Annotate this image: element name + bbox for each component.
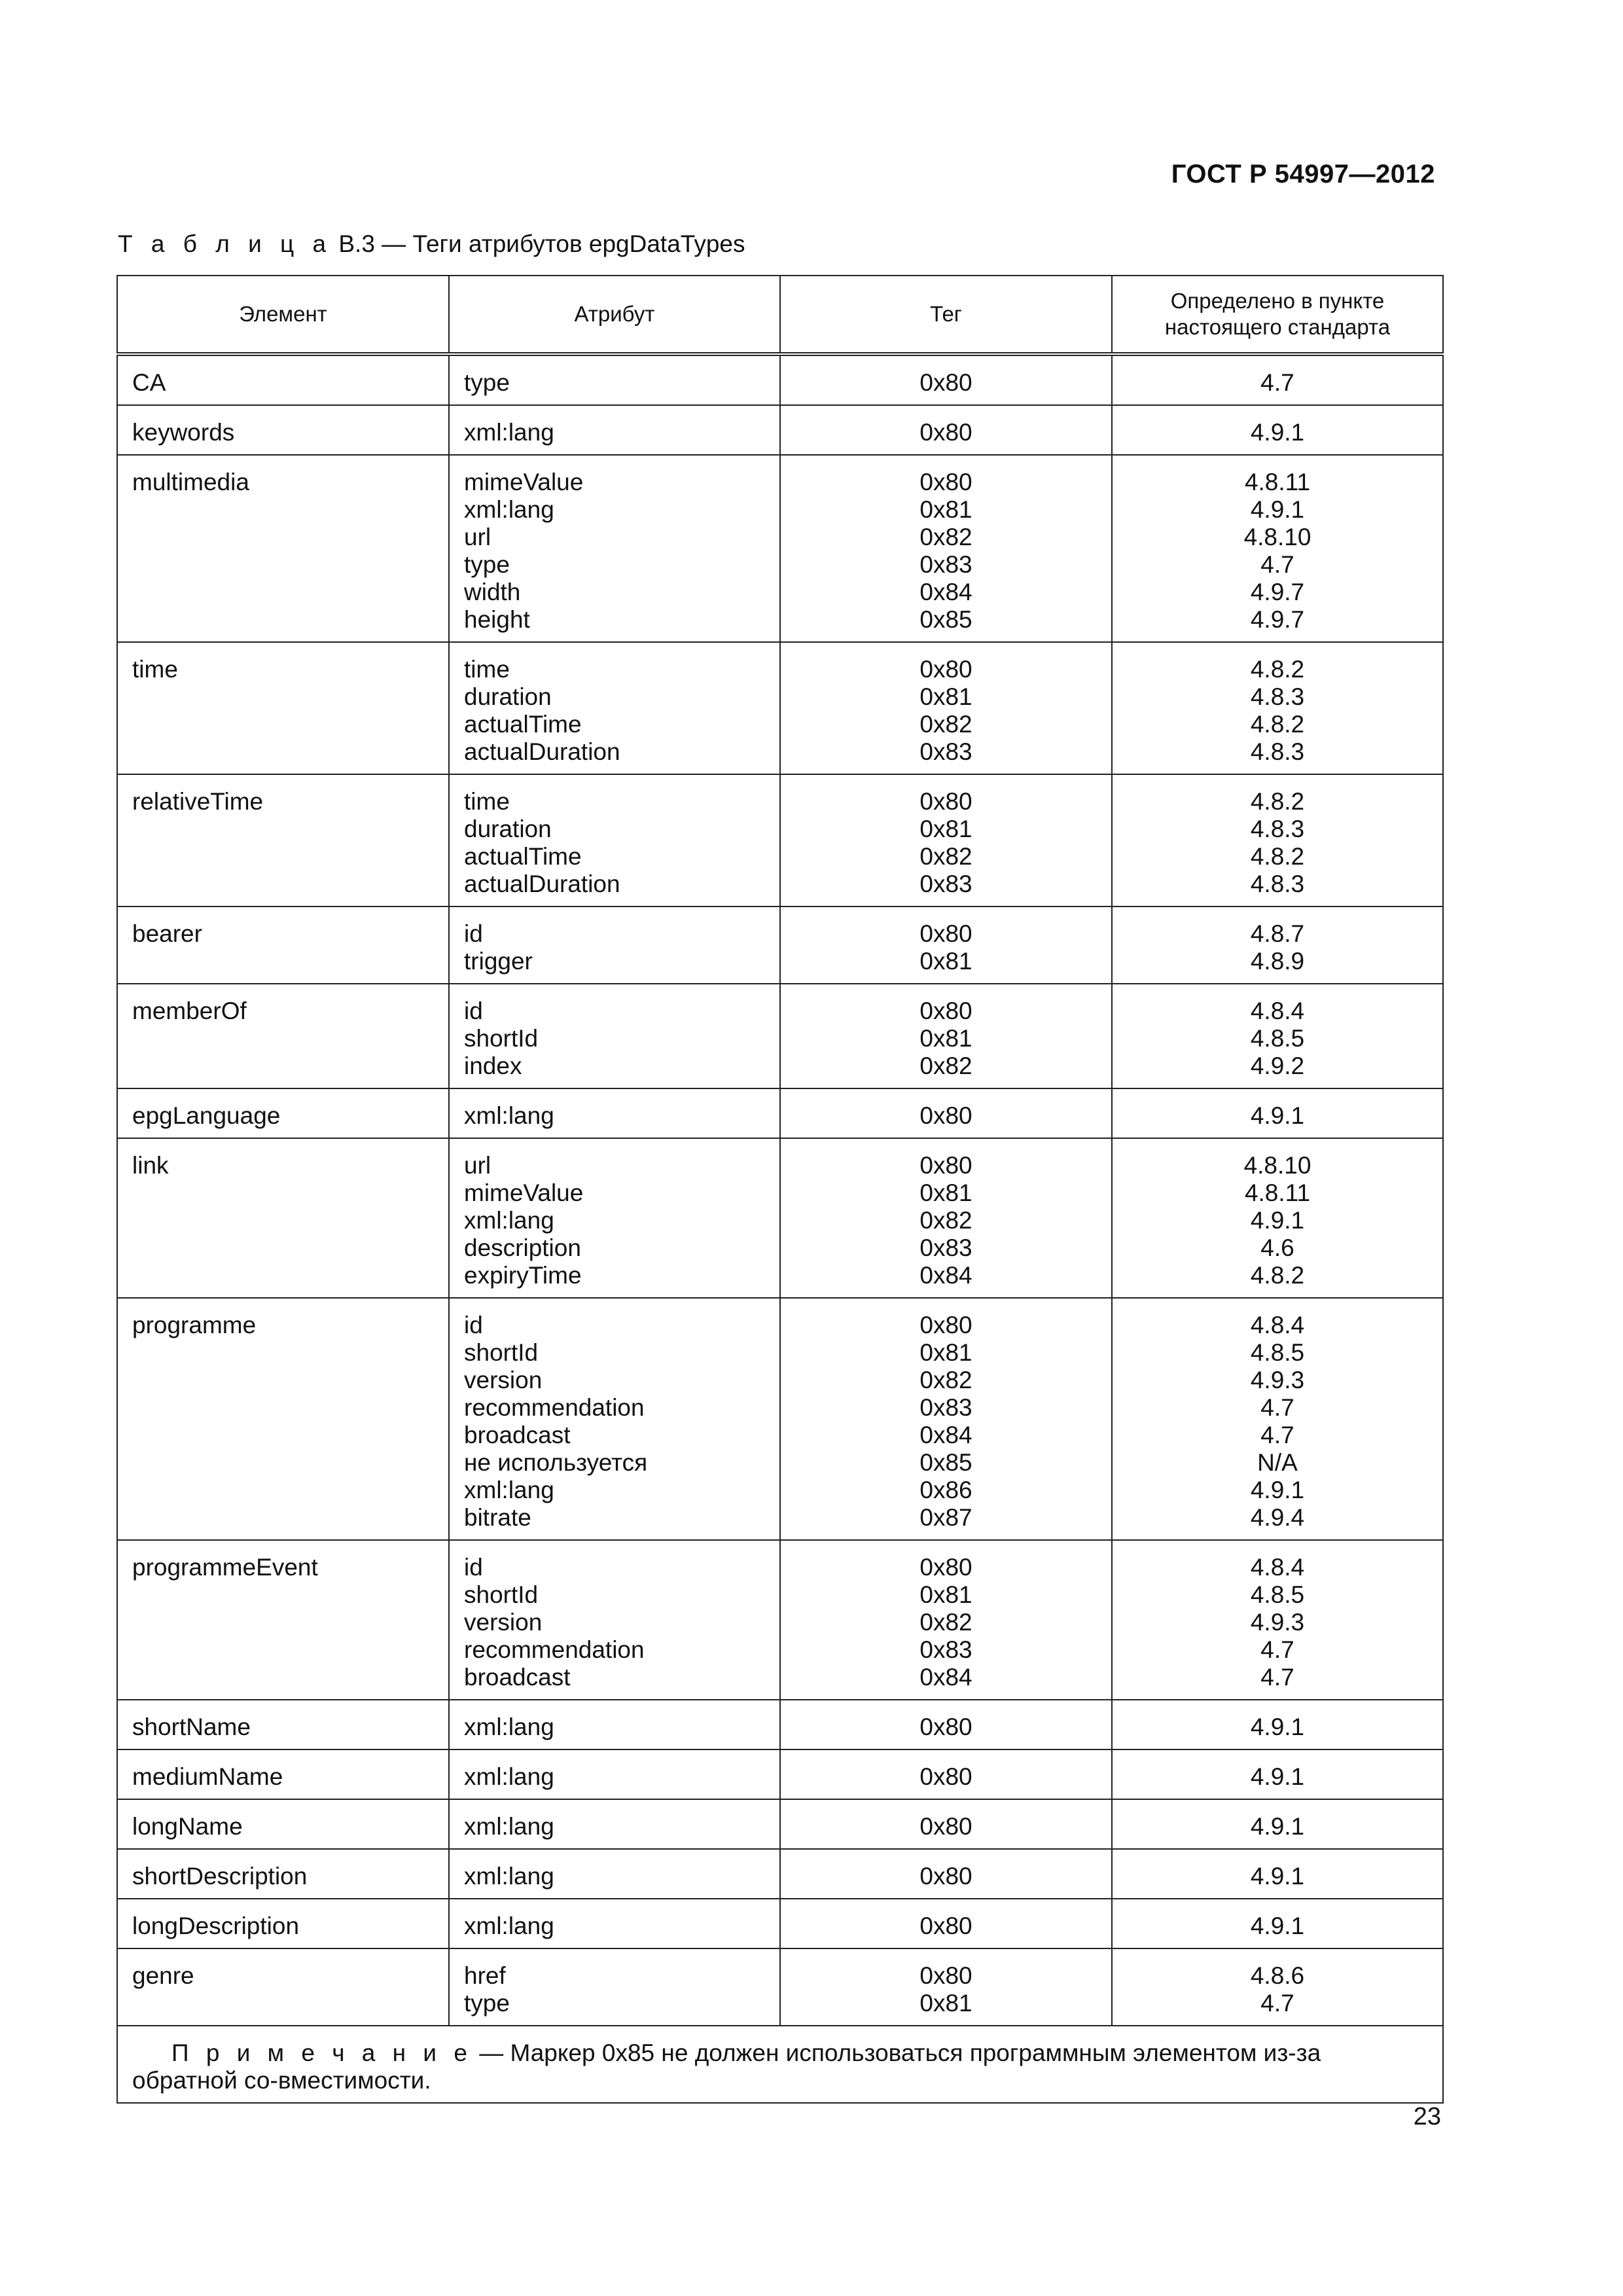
element-cell <box>117 774 449 906</box>
clause-cell <box>1112 906 1443 984</box>
table-row <box>117 1849 1443 1899</box>
clause-cell <box>1112 642 1443 774</box>
tag-cell <box>780 984 1112 1088</box>
clause-reference: 4.9.1 <box>1250 1912 1305 1939</box>
clause-cell <box>1112 774 1443 906</box>
clause-cell <box>1112 455 1443 642</box>
attribute-name: xml:lang <box>464 1102 554 1129</box>
attribute-cell <box>449 1540 780 1700</box>
attribute-cell <box>449 1138 780 1298</box>
element-name: programmeEvent <box>132 1554 318 1581</box>
table-row <box>117 642 1443 774</box>
clause-cell <box>1112 1749 1443 1799</box>
tag-value: 0x82 <box>919 1207 972 1234</box>
element-cell <box>117 1088 449 1138</box>
tag-value: 0x83 <box>919 870 972 897</box>
element-name: genre <box>132 1962 194 1989</box>
attribute-name: actualTime <box>464 843 582 870</box>
attribute-cell <box>449 1749 780 1799</box>
tag-cell <box>780 1138 1112 1298</box>
element-cell <box>117 1138 449 1298</box>
element-name: CA <box>132 369 166 396</box>
note-text: — Маркер 0x85 не должен использоваться программным элементом из-за обратной со-вместимости. <box>132 2039 1321 2094</box>
table-row <box>117 1799 1443 1849</box>
tag-value: 0x85 <box>919 1449 972 1476</box>
clause-reference: 4.9.7 <box>1250 579 1305 605</box>
element-name: epgLanguage <box>132 1102 281 1129</box>
attribute-name: recommendation <box>464 1394 645 1421</box>
attribute-name: time <box>464 788 510 815</box>
attribute-name: actualDuration <box>464 738 620 765</box>
attribute-name: height <box>464 606 530 633</box>
element-name: longDescription <box>132 1912 300 1939</box>
element-cell <box>117 1540 449 1700</box>
tag-value: 0x80 <box>919 1312 972 1338</box>
clause-cell <box>1112 405 1443 455</box>
clause-reference: 4.9.7 <box>1250 606 1305 633</box>
tag-value: 0x82 <box>919 1609 972 1636</box>
attribute-name: width <box>464 579 521 605</box>
tag-cell <box>780 405 1112 455</box>
attribute-name: id <box>464 1312 483 1338</box>
table-note <box>117 2026 1443 2103</box>
clause-reference: 4.8.3 <box>1250 738 1305 765</box>
element-cell <box>117 405 449 455</box>
attribute-name: broadcast <box>464 1664 571 1691</box>
note-label: П р и м е ч а н и е <box>171 2039 473 2066</box>
clause-reference: 4.9.2 <box>1250 1052 1305 1079</box>
clause-reference: 4.9.1 <box>1250 496 1305 523</box>
tag-value: 0x84 <box>919 1664 972 1691</box>
attribute-name: не используется <box>464 1449 648 1476</box>
attribute-cell <box>449 984 780 1088</box>
tag-cell <box>780 774 1112 906</box>
tag-value: 0x84 <box>919 579 972 605</box>
clause-reference: 4.9.1 <box>1250 1102 1305 1129</box>
tag-value: 0x81 <box>919 1339 972 1366</box>
clause-reference: 4.8.5 <box>1250 1581 1305 1608</box>
document-code: ГОСТ Р 54997—2012 <box>1171 160 1435 188</box>
element-cell <box>117 1849 449 1899</box>
clause-reference: 4.7 <box>1260 1636 1294 1663</box>
attribute-cell <box>449 354 780 405</box>
tag-cell <box>780 906 1112 984</box>
attribute-name: xml:lang <box>464 496 554 523</box>
clause-cell <box>1112 1799 1443 1849</box>
attribute-name: xml:lang <box>464 1813 554 1840</box>
clause-reference: 4.8.2 <box>1250 788 1305 815</box>
attribute-name: version <box>464 1609 543 1636</box>
tag-value: 0x82 <box>919 843 972 870</box>
element-name: link <box>132 1152 169 1179</box>
attribute-cell <box>449 774 780 906</box>
clause-reference: 4.7 <box>1260 1990 1294 2017</box>
attribute-name: xml:lang <box>464 1912 554 1939</box>
clause-reference: 4.7 <box>1260 1422 1294 1448</box>
tag-value: 0x83 <box>919 738 972 765</box>
element-cell <box>117 1799 449 1849</box>
tag-value: 0x82 <box>919 711 972 738</box>
tag-value: 0x80 <box>919 997 972 1024</box>
clause-reference: 4.8.7 <box>1250 920 1305 947</box>
table-note-row <box>117 2026 1443 2103</box>
table-row <box>117 1948 1443 2026</box>
tag-value: 0x80 <box>919 1863 972 1890</box>
attribute-cell <box>449 1088 780 1138</box>
tag-value: 0x81 <box>919 496 972 523</box>
clause-reference: 4.8.3 <box>1250 683 1305 710</box>
tag-value: 0x81 <box>919 683 972 710</box>
clause-reference: 4.8.9 <box>1250 948 1305 975</box>
tag-cell <box>780 1700 1112 1749</box>
element-cell <box>117 1899 449 1948</box>
page-number: 23 <box>1413 2103 1441 2130</box>
attribute-name: url <box>464 524 491 550</box>
clause-reference: 4.9.1 <box>1250 419 1305 446</box>
clause-cell <box>1112 984 1443 1088</box>
table-row <box>117 354 1443 405</box>
clause-cell <box>1112 1849 1443 1899</box>
tag-cell <box>780 455 1112 642</box>
clause-reference: 4.8.10 <box>1243 524 1311 550</box>
attribute-name: xml:lang <box>464 1763 554 1790</box>
element-name: multimedia <box>132 469 249 495</box>
attribute-name: shortId <box>464 1581 539 1608</box>
table-row <box>117 1749 1443 1799</box>
attribute-cell <box>449 906 780 984</box>
tag-value: 0x80 <box>919 1912 972 1939</box>
column-header-clause: Определено в пункте настоящего стандарта <box>1112 276 1443 354</box>
clause-reference: 4.8.2 <box>1250 711 1305 738</box>
column-header-attribute: Атрибут <box>449 276 780 354</box>
attribute-name: expiryTime <box>464 1262 582 1289</box>
attribute-cell <box>449 1700 780 1749</box>
clause-reference: 4.8.5 <box>1250 1025 1305 1052</box>
clause-reference: 4.7 <box>1260 369 1294 396</box>
table-row <box>117 1088 1443 1138</box>
tag-cell <box>780 1849 1112 1899</box>
tag-cell <box>780 354 1112 405</box>
table-caption-label: Т а б л и ц а <box>118 230 332 257</box>
tag-value: 0x80 <box>919 1554 972 1581</box>
element-name: keywords <box>132 419 235 446</box>
element-cell <box>117 1948 449 2026</box>
clause-cell <box>1112 1088 1443 1138</box>
tag-value: 0x80 <box>919 1962 972 1989</box>
attribute-name: id <box>464 1554 483 1581</box>
tag-value: 0x81 <box>919 816 972 842</box>
table-row <box>117 1540 1443 1700</box>
element-name: relativeTime <box>132 788 264 815</box>
tag-value: 0x84 <box>919 1262 972 1289</box>
tag-cell <box>780 642 1112 774</box>
attribute-name: time <box>464 656 510 683</box>
clause-reference: 4.7 <box>1260 1394 1294 1421</box>
tag-value: 0x82 <box>919 524 972 550</box>
element-cell <box>117 642 449 774</box>
table-row <box>117 1700 1443 1749</box>
attribute-name: version <box>464 1367 543 1393</box>
attribute-name: xml:lang <box>464 419 554 446</box>
attribute-name: actualTime <box>464 711 582 738</box>
clause-reference: 4.9.1 <box>1250 1763 1305 1790</box>
element-name: memberOf <box>132 997 247 1024</box>
table-row <box>117 1298 1443 1540</box>
tag-value: 0x83 <box>919 1394 972 1421</box>
table-caption <box>118 230 745 258</box>
tag-cell <box>780 1749 1112 1799</box>
clause-reference: 4.9.1 <box>1250 1863 1305 1890</box>
tag-value: 0x87 <box>919 1504 972 1531</box>
tag-value: 0x85 <box>919 606 972 633</box>
table-row <box>117 455 1443 642</box>
tag-value: 0x84 <box>919 1422 972 1448</box>
clause-reference: 4.8.6 <box>1250 1962 1305 1989</box>
tag-cell <box>780 1540 1112 1700</box>
attribute-name: mimeValue <box>464 469 584 495</box>
attribute-cell <box>449 1899 780 1948</box>
attribute-cell <box>449 1948 780 2026</box>
table-header-row <box>117 276 1443 354</box>
attribute-cell <box>449 1849 780 1899</box>
tag-value: 0x80 <box>919 369 972 396</box>
attribute-name: xml:lang <box>464 1477 554 1503</box>
table-row <box>117 1899 1443 1948</box>
table-caption-text: В.3 — Теги атрибутов epgDataTypes <box>338 230 745 257</box>
tag-value: 0x82 <box>919 1367 972 1393</box>
attribute-cell <box>449 642 780 774</box>
attribute-name: actualDuration <box>464 870 620 897</box>
table-row <box>117 984 1443 1088</box>
tag-value: 0x83 <box>919 1636 972 1663</box>
table-row <box>117 774 1443 906</box>
tag-value: 0x80 <box>919 1713 972 1740</box>
element-cell <box>117 455 449 642</box>
element-name: shortName <box>132 1713 251 1740</box>
table-row <box>117 1138 1443 1298</box>
clause-reference: 4.8.2 <box>1250 1262 1305 1289</box>
element-name: time <box>132 656 178 683</box>
clause-reference: 4.9.4 <box>1250 1504 1305 1531</box>
clause-reference: 4.7 <box>1260 1664 1294 1691</box>
attribute-name: index <box>464 1052 522 1079</box>
clause-reference: 4.8.11 <box>1244 469 1311 495</box>
attribute-tags-table <box>116 275 1444 2104</box>
tag-cell <box>780 1799 1112 1849</box>
attribute-name: type <box>464 1990 510 2017</box>
tag-value: 0x81 <box>919 1581 972 1608</box>
clause-reference: 4.8.2 <box>1250 656 1305 683</box>
tag-value: 0x86 <box>919 1477 972 1503</box>
tag-value: 0x80 <box>919 419 972 446</box>
attribute-name: xml:lang <box>464 1863 554 1890</box>
clause-cell <box>1112 1899 1443 1948</box>
clause-reference: N/A <box>1257 1449 1298 1476</box>
tag-value: 0x80 <box>919 788 972 815</box>
element-name: shortDescription <box>132 1863 308 1890</box>
clause-reference: 4.9.3 <box>1250 1609 1305 1636</box>
tag-value: 0x82 <box>919 1052 972 1079</box>
element-cell <box>117 984 449 1088</box>
clause-reference: 4.9.1 <box>1250 1477 1305 1503</box>
clause-cell <box>1112 1948 1443 2026</box>
attribute-name: id <box>464 997 483 1024</box>
column-header-tag: Тег <box>780 276 1112 354</box>
element-cell <box>117 1298 449 1540</box>
tag-value: 0x83 <box>919 551 972 578</box>
attribute-cell <box>449 1298 780 1540</box>
attribute-name: recommendation <box>464 1636 645 1663</box>
attribute-name: duration <box>464 816 552 842</box>
attribute-name: shortId <box>464 1339 539 1366</box>
clause-cell <box>1112 1540 1443 1700</box>
attribute-name: bitrate <box>464 1504 531 1531</box>
tag-value: 0x81 <box>919 1179 972 1206</box>
clause-cell <box>1112 1138 1443 1298</box>
element-name: longName <box>132 1813 243 1840</box>
tag-value: 0x80 <box>919 469 972 495</box>
clause-reference: 4.9.1 <box>1250 1713 1305 1740</box>
clause-cell <box>1112 1298 1443 1540</box>
attribute-name: xml:lang <box>464 1207 554 1234</box>
tag-value: 0x80 <box>919 656 972 683</box>
element-cell <box>117 1749 449 1799</box>
tag-value: 0x80 <box>919 1102 972 1129</box>
attribute-name: url <box>464 1152 491 1179</box>
attribute-name: id <box>464 920 483 947</box>
attribute-cell <box>449 405 780 455</box>
attribute-cell <box>449 455 780 642</box>
table-row <box>117 405 1443 455</box>
clause-reference: 4.8.4 <box>1250 1554 1305 1581</box>
clause-reference: 4.8.2 <box>1250 843 1305 870</box>
attribute-name: trigger <box>464 948 533 975</box>
column-header-element: Элемент <box>117 276 449 354</box>
tag-value: 0x80 <box>919 920 972 947</box>
clause-reference: 4.8.11 <box>1244 1179 1311 1206</box>
attribute-name: description <box>464 1234 581 1261</box>
tag-value: 0x80 <box>919 1813 972 1840</box>
attribute-name: duration <box>464 683 552 710</box>
clause-cell <box>1112 354 1443 405</box>
tag-value: 0x81 <box>919 1025 972 1052</box>
clause-reference: 4.9.1 <box>1250 1207 1305 1234</box>
tag-cell <box>780 1088 1112 1138</box>
clause-reference: 4.8.10 <box>1243 1152 1311 1179</box>
element-name: programme <box>132 1312 257 1338</box>
clause-reference: 4.8.4 <box>1250 997 1305 1024</box>
table-row <box>117 906 1443 984</box>
tag-value: 0x81 <box>919 948 972 975</box>
tag-cell <box>780 1298 1112 1540</box>
clause-reference: 4.9.3 <box>1250 1367 1305 1393</box>
clause-reference: 4.8.3 <box>1250 816 1305 842</box>
attribute-name: broadcast <box>464 1422 571 1448</box>
element-cell <box>117 1700 449 1749</box>
clause-reference: 4.6 <box>1260 1234 1294 1261</box>
tag-value: 0x81 <box>919 1990 972 2017</box>
clause-reference: 4.8.3 <box>1250 870 1305 897</box>
attribute-name: xml:lang <box>464 1713 554 1740</box>
attribute-name: mimeValue <box>464 1179 584 1206</box>
tag-value: 0x80 <box>919 1763 972 1790</box>
attribute-name: type <box>464 551 510 578</box>
element-cell <box>117 354 449 405</box>
tag-value: 0x83 <box>919 1234 972 1261</box>
element-cell <box>117 906 449 984</box>
clause-reference: 4.9.1 <box>1250 1813 1305 1840</box>
clause-reference: 4.8.4 <box>1250 1312 1305 1338</box>
clause-reference: 4.8.5 <box>1250 1339 1305 1366</box>
element-name: mediumName <box>132 1763 283 1790</box>
tag-value: 0x80 <box>919 1152 972 1179</box>
attribute-name: href <box>464 1962 506 1989</box>
tag-cell <box>780 1899 1112 1948</box>
attribute-name: type <box>464 369 510 396</box>
clause-reference: 4.7 <box>1260 551 1294 578</box>
clause-cell <box>1112 1700 1443 1749</box>
attribute-cell <box>449 1799 780 1849</box>
tag-cell <box>780 1948 1112 2026</box>
attribute-name: shortId <box>464 1025 539 1052</box>
element-name: bearer <box>132 920 202 947</box>
